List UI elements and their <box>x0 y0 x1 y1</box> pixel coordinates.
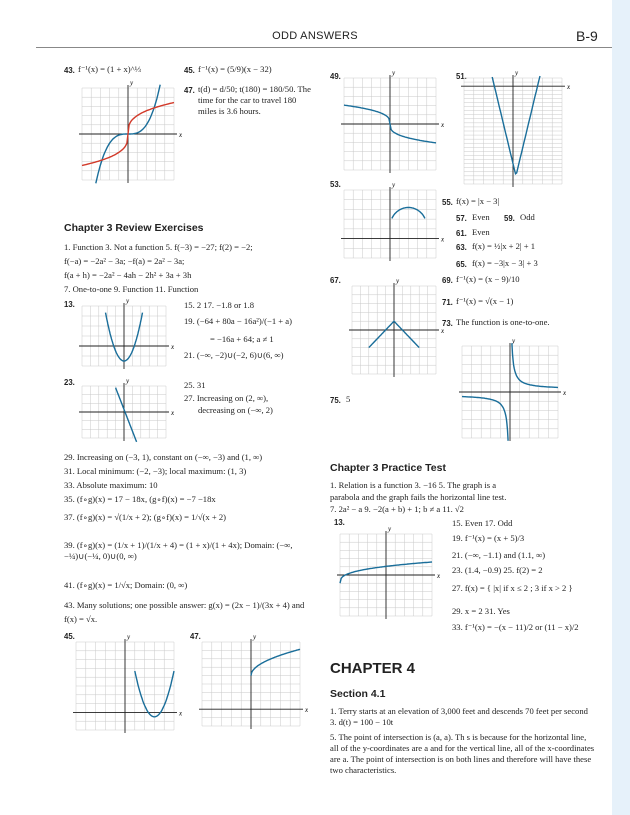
graph-r23-label: 23. <box>64 378 75 387</box>
graph-49 <box>338 69 445 176</box>
y-axis-label: y <box>388 525 392 533</box>
graph-review-23 <box>76 377 175 444</box>
review-21: 21. (−∞, −2)∪(−2, 6)∪(6, ∞) <box>184 350 284 360</box>
x-axis-label: x <box>171 343 175 351</box>
review-35: 35. (f∘g)(x) = 17 − 18x, (g∘f)(x) = −7 −18x <box>64 494 216 504</box>
answer-55: f(x) = |x − 3| <box>456 196 500 206</box>
answer-47: t(d) = d/50; t(180) = 180/50. The time for the car to travel 180 miles is 3.6 hours. <box>198 84 311 116</box>
answer-63: f(x) = ½|x + 2| + 1 <box>472 241 536 251</box>
y-axis-label: y <box>515 69 519 77</box>
y-axis-label: y <box>127 633 131 641</box>
practice-21: 21. (−∞, −1.1) and (1.1, ∞) <box>452 550 546 560</box>
practice-23-25: 23. (1.4, −0.9) 25. f(2) = 2 <box>452 565 543 575</box>
answer-69: f⁻¹(x) = (x − 9)/10 <box>456 274 520 284</box>
answer-57: Even <box>472 212 490 222</box>
practice-29-31: 29. x = 2 31. Yes <box>452 606 510 616</box>
graph-review-13 <box>76 297 175 372</box>
x-axis-label: x <box>305 706 309 715</box>
x-axis-label: x <box>179 709 183 718</box>
review-39: 39. (f∘g)(x) = (1/x + 1)/(1/x + 4) = (1 + x)/(1 + 4x); Domain: (−∞, −¼)∪(−¼, 0)∪(0, ∞) <box>64 540 293 561</box>
x-axis-label: x <box>441 121 445 129</box>
x-axis-label: x <box>171 409 175 417</box>
graph-review-47 <box>196 633 309 732</box>
y-axis-label: y <box>126 297 130 305</box>
x-axis-label: x <box>563 389 567 397</box>
sqrt-curve <box>251 649 300 675</box>
graph-r45-label: 45. <box>64 632 75 641</box>
answer-65-number: 65. <box>456 260 467 269</box>
y-axis-label: y <box>512 337 516 345</box>
graph-51 <box>458 69 571 190</box>
review-line-3: f(a + h) = −2a² − 4ah − 2h² + 3a + 3h <box>64 270 192 280</box>
graph-73 <box>456 337 567 444</box>
y-axis-label: y <box>392 181 396 189</box>
answer-47-number: 47. <box>184 86 195 95</box>
review-27: 27. Increasing on (2, ∞), <box>184 393 269 403</box>
answer-63-number: 63. <box>456 243 467 252</box>
graph-p13-label: 13. <box>334 518 345 527</box>
graph-43 <box>76 79 183 186</box>
y-axis-label: y <box>253 633 257 641</box>
x-axis-label: x <box>567 83 571 92</box>
answer-57-number: 57. <box>456 214 467 223</box>
graph-r47-label: 47. <box>190 632 201 641</box>
review-43b: f(x) = √x. <box>64 614 98 624</box>
answer-43: f⁻¹(x) = (1 + x)^⅓ <box>78 64 142 74</box>
answer-59-number: 59. <box>504 214 515 223</box>
review-31: 31. Local minimum: (−2, −3); local maximum: (1, 3) <box>64 466 247 476</box>
line-curve <box>116 388 137 442</box>
practice-line-2: parabola and the graph fails the horizontal line test. <box>330 492 507 502</box>
graph-review-45 <box>70 633 183 736</box>
hyperbola-right <box>512 343 558 387</box>
review-33: 33. Absolute maximum: 10 <box>64 480 158 490</box>
review-line-1: 1. Function 3. Not a function 5. f(−3) = −27; f(2) = −2; <box>64 242 253 252</box>
answer-55-number: 55. <box>442 198 453 207</box>
section-4-1-answer-1-3: 1. Terry starts at an elevation of 3,000 feet and descends 70 feet per second 3. d(t) = 100 − 10t <box>330 706 588 727</box>
review-19b: = −16a + 64; a ≠ 1 <box>210 334 274 344</box>
practice-27: 27. f(x) = { |x| if x ≤ 2 ; 3 if x > 2 } <box>452 583 573 593</box>
practice-19: 19. f⁻¹(x) = (x + 5)/3 <box>452 533 525 543</box>
answer-71-number: 71. <box>442 298 453 307</box>
y-axis-label: y <box>130 79 134 87</box>
section-4-1-answer-5: 5. The point of intersection is (a, a). Th s is because for the horizontal line, all of the y-coordinates are a and for the vertical line, all of the x-coordinates are a. The point of intersection is on both lines and therefore will have these two characteristics. <box>330 732 595 775</box>
practice-title: Chapter 3 Practice Test <box>330 462 446 474</box>
review-15-17: 15. 2 17. −1.8 or 1.8 <box>184 300 255 310</box>
review-line-2: f(−a) = −2a² − 3a; −f(a) = 2a² − 3a; <box>64 256 185 266</box>
answer-71: f⁻¹(x) = √(x − 1) <box>456 296 514 306</box>
answer-69-number: 69. <box>442 276 453 285</box>
x-axis-label: x <box>179 131 183 139</box>
x-axis-label: x <box>441 235 445 244</box>
answer-61-number: 61. <box>456 229 467 238</box>
chapter-4-title: CHAPTER 4 <box>330 660 416 677</box>
answer-43-number: 43. <box>64 66 75 75</box>
answer-75: 5 <box>346 394 351 404</box>
practice-line-3: 7. 2a² − a 9. −2(a + b) + 1; b ≠ a 11. √2 <box>330 504 464 514</box>
practice-line-1: 1. Relation is a function 3. −16 5. The graph is a <box>330 480 497 490</box>
review-29: 29. Increasing on (−3, 1), constant on (−∞, −3) and (1, ∞) <box>64 452 263 462</box>
page-margin-band <box>612 0 630 815</box>
graph-51-label: 51. <box>456 72 467 81</box>
section-4-1-title: Section 4.1 <box>330 688 386 700</box>
answer-61: Even <box>472 227 490 237</box>
graph-53-label: 53. <box>330 180 341 189</box>
page-number: B-9 <box>576 28 598 44</box>
practice-33: 33. f⁻¹(x) = −(x − 11)/2 or (11 − x)/2 <box>452 622 579 632</box>
x-axis-label: x <box>437 572 441 580</box>
hyperbola-left <box>462 397 508 441</box>
graph-67-label: 67. <box>330 276 341 285</box>
practice-15-17: 15. Even 17. Odd <box>452 518 513 528</box>
y-axis-label: y <box>126 377 130 385</box>
review-37: 37. (f∘g)(x) = √(1/x + 2); (g∘f)(x) = 1/√(x + 2) <box>64 512 227 522</box>
graph-49-label: 49. <box>330 72 341 81</box>
review-41: 41. (f∘g)(x) = 1/√x; Domain: (0, ∞) <box>64 580 188 590</box>
x-axis-label: x <box>441 327 445 335</box>
answer-75-number: 75. <box>330 396 341 405</box>
answer-73: The function is one-to-one. <box>456 317 550 327</box>
graph-67 <box>346 277 445 380</box>
answer-65: f(x) = −3|x − 3| + 3 <box>472 258 538 268</box>
graph-practice-13 <box>334 525 441 622</box>
answer-73-number: 73. <box>442 319 453 328</box>
graph-53 <box>338 181 445 264</box>
y-axis-label: y <box>396 277 400 285</box>
header-rule <box>36 47 612 48</box>
review-title: Chapter 3 Review Exercises <box>64 222 204 234</box>
y-axis-label: y <box>392 69 396 77</box>
answer-59: Odd <box>520 212 535 222</box>
answer-45: f⁻¹(x) = (5/9)(x − 32) <box>198 64 272 74</box>
review-43: 43. Many solutions; one possible answer: g(x) = (2x − 1)/(3x + 4) and <box>64 600 305 610</box>
graph-r13-label: 13. <box>64 300 75 309</box>
header-title: ODD ANSWERS <box>272 30 358 42</box>
review-25: 25. 31 <box>184 380 206 390</box>
answer-45-number: 45. <box>184 66 195 75</box>
review-27b: decreasing on (−∞, 2) <box>198 405 273 415</box>
review-line-4: 7. One-to-one 9. Function 11. Function <box>64 284 199 294</box>
review-19: 19. (−64 + 80a − 16a²)/(−1 + a) <box>184 316 292 326</box>
